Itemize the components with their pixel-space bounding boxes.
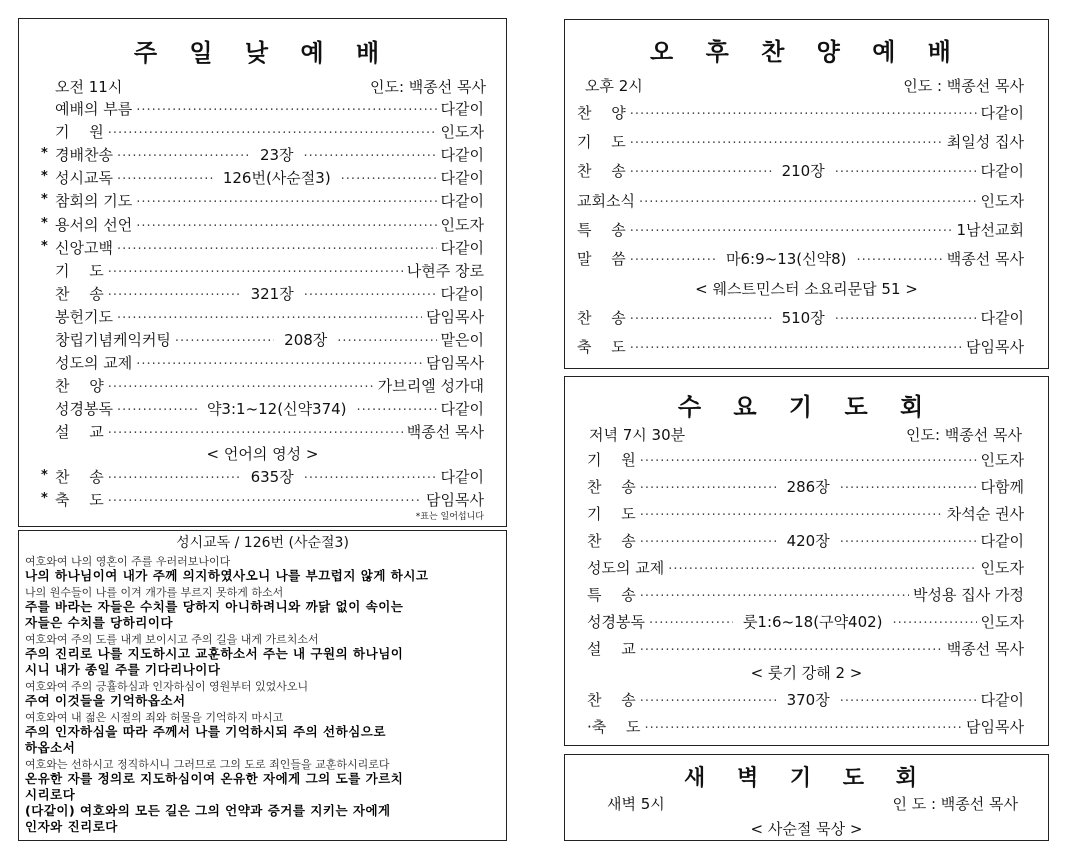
sunday-leader: 인도: 백종선 목사 bbox=[369, 78, 486, 96]
leader-dots bbox=[175, 334, 274, 349]
sunday-time-row bbox=[55, 76, 486, 97]
order-item-person: 다같이 bbox=[440, 238, 484, 257]
reading-people-line: (다같이) 여호와의 모든 길은 그의 언약과 증거를 지키는 자에게 bbox=[25, 803, 391, 818]
order-item bbox=[587, 449, 1024, 470]
reading-leader-line: 여호와여 나의 영혼이 주를 우러러보나이다 bbox=[25, 555, 231, 568]
leader-dots bbox=[630, 341, 962, 356]
leader-dots bbox=[840, 535, 977, 550]
leader-dots bbox=[640, 535, 777, 550]
wednesday-time: 저녁 7시 30분 bbox=[589, 426, 686, 444]
afternoon-service-box bbox=[564, 19, 1049, 369]
reading-people-line: 나의 하나님이여 내가 주께 의지하였사오니 나를 부끄럽지 않게 하시고 bbox=[25, 568, 429, 583]
order-item-label: 찬 송 bbox=[587, 532, 636, 550]
leader-dots bbox=[630, 165, 772, 180]
standing-marker: * bbox=[41, 169, 48, 185]
standing-marker: * bbox=[41, 192, 48, 208]
order-item-label: 찬 송 bbox=[577, 162, 626, 181]
order-item-label: 경배찬송 bbox=[55, 146, 113, 165]
leader-dots bbox=[337, 334, 436, 349]
order-item bbox=[55, 421, 484, 442]
order-item bbox=[55, 283, 484, 304]
order-item bbox=[55, 260, 484, 281]
leader-dots bbox=[136, 357, 422, 372]
leader-dots bbox=[668, 562, 976, 577]
leader-dots bbox=[630, 107, 977, 122]
leader-dots bbox=[640, 481, 777, 496]
order-item-person: 백종선 목사 bbox=[946, 640, 1024, 658]
order-item bbox=[577, 160, 1024, 181]
leader-dots bbox=[117, 403, 197, 418]
leader-dots bbox=[840, 694, 977, 709]
afternoon-leader: 인도 : 백종선 목사 bbox=[903, 77, 1024, 95]
leader-dots bbox=[639, 195, 977, 210]
leader-dots bbox=[304, 288, 437, 303]
sunday-service-title: 주 일 낮 예 배 bbox=[133, 39, 392, 67]
order-item-label: 찬 송 bbox=[587, 691, 636, 709]
order-item-label: 교회소식 bbox=[577, 191, 635, 210]
order-item-person: 담임목사 bbox=[426, 354, 484, 373]
leader-dots bbox=[357, 403, 437, 418]
order-item-person: 담임목사 bbox=[426, 491, 484, 509]
order-item bbox=[55, 352, 484, 373]
order-item-person: 인도자 bbox=[980, 191, 1024, 210]
order-item-person: 다같이 bbox=[440, 146, 484, 165]
order-item-detail: 208장 bbox=[284, 331, 328, 349]
order-item-label: 특 송 bbox=[587, 586, 636, 604]
order-item-detail: 210장 bbox=[781, 162, 825, 181]
leader-dots bbox=[108, 126, 437, 141]
standing-marker: * bbox=[41, 215, 48, 231]
leader-dots bbox=[108, 288, 241, 303]
reading-people-line: 온유한 자를 정의로 지도하심이여 온유한 자에게 그의 도를 가르치 bbox=[25, 771, 404, 786]
wednesday-prayer-title: 수 요 기 도 회 bbox=[677, 393, 936, 421]
order-item bbox=[55, 237, 484, 258]
order-item-person: 나현주 장로 bbox=[406, 261, 484, 280]
order-item-label: 기 원 bbox=[587, 451, 636, 469]
order-item-label: 성경봉독 bbox=[587, 613, 645, 631]
order-item-label: 봉헌기도 bbox=[55, 307, 113, 326]
reading-people-line: 주의 인자하심을 따라 주께서 나를 기억하시되 주의 선하심으로 bbox=[25, 724, 386, 739]
order-item bbox=[577, 219, 1024, 240]
leader-dots bbox=[630, 253, 716, 268]
order-item-label: 신앙고백 bbox=[55, 238, 113, 257]
order-item bbox=[55, 190, 484, 211]
order-item-label: 말 씀 bbox=[577, 250, 626, 268]
leader-dots bbox=[649, 616, 733, 631]
order-item-detail: 370장 bbox=[786, 691, 830, 709]
sunday-time: 오전 11시 bbox=[55, 78, 123, 96]
order-item-person: 백종선 목사 bbox=[946, 250, 1024, 268]
dawn-prayer-title: 새 벽 기 도 회 bbox=[684, 766, 929, 791]
order-item-person: 1남선교회 bbox=[956, 220, 1024, 239]
order-item-label: 기 도 bbox=[55, 261, 104, 280]
leader-dots bbox=[640, 643, 943, 658]
standing-marker: * bbox=[41, 238, 48, 254]
reading-leader-line: 여호와여 주의 긍휼하심과 인자하심이 영원부터 있었사오니 bbox=[25, 680, 309, 693]
order-item-label: 성도의 교제 bbox=[55, 354, 133, 373]
standing-marker: * bbox=[41, 468, 48, 483]
order-item-label: 찬 양 bbox=[55, 377, 104, 396]
standing-note: *표는 일어섭니다 bbox=[415, 512, 484, 522]
order-item-detail: 약3:1~12(신약374) bbox=[206, 400, 347, 419]
sunday-service-box bbox=[18, 18, 507, 527]
order-item-person: 다같이 bbox=[980, 691, 1024, 709]
order-item-person: 담임목사 bbox=[966, 338, 1024, 356]
leader-dots bbox=[630, 312, 772, 327]
leader-dots bbox=[640, 589, 909, 604]
order-item bbox=[587, 689, 1024, 710]
responsive-reading-title: 성시교독 / 126번 (사순절3) bbox=[176, 535, 349, 551]
leader-dots bbox=[108, 265, 403, 280]
reading-leader-line: 여호와는 선하시고 정직하시니 그러므로 그의 도로 죄인들을 교훈하시리로다 bbox=[25, 758, 390, 771]
leader-dots bbox=[108, 426, 403, 441]
responsive-reading-box bbox=[18, 530, 507, 841]
order-item-person: 담임목사 bbox=[426, 307, 484, 326]
order-item-person: 차석순 권사 bbox=[946, 505, 1024, 523]
leader-dots bbox=[117, 242, 437, 257]
wednesday-sermon-title: < 룻기 강해 2 > bbox=[750, 664, 863, 682]
leader-dots bbox=[640, 508, 943, 523]
order-item-person: 다같이 bbox=[980, 309, 1024, 327]
order-item-detail: 마6:9~13(신약8) bbox=[726, 250, 847, 268]
reading-leader-line: 여호와여 내 젊은 시절의 죄와 허물을 기억하지 마시고 bbox=[25, 711, 284, 724]
order-item bbox=[55, 144, 484, 165]
order-item-detail: 635장 bbox=[250, 468, 294, 486]
sunday-sermon-title: < 언어의 영성 > bbox=[206, 445, 319, 463]
order-item bbox=[587, 611, 1024, 632]
leader-dots bbox=[304, 149, 437, 164]
order-item-person: 다같이 bbox=[440, 400, 484, 419]
reading-people-line: 시니 내가 종일 주를 기다리나이다 bbox=[25, 662, 221, 677]
order-item-person: 박성용 집사 가정 bbox=[913, 586, 1024, 604]
order-item-label: ·축 도 bbox=[587, 718, 641, 736]
leader-dots bbox=[136, 195, 436, 210]
reading-people-line: 주의 진리로 나를 지도하시고 교훈하소서 주는 내 구원의 하나님이 bbox=[25, 646, 404, 661]
leader-dots bbox=[304, 471, 437, 486]
order-item-label: 특 송 bbox=[577, 220, 626, 239]
afternoon-time: 오후 2시 bbox=[585, 77, 643, 95]
leader-dots bbox=[893, 616, 977, 631]
reading-leader-line: 나의 원수들이 나를 이겨 개가를 부르지 못하게 하소서 bbox=[25, 586, 284, 599]
reading-people-line: 시리로다 bbox=[25, 787, 76, 802]
order-item bbox=[587, 584, 1024, 605]
order-item-person: 다같이 bbox=[440, 468, 484, 486]
order-item-person: 인도자 bbox=[980, 451, 1024, 469]
order-item bbox=[55, 489, 484, 510]
order-item-person: 다같이 bbox=[980, 162, 1024, 181]
order-item-person: 다같이 bbox=[440, 169, 485, 188]
order-item bbox=[55, 375, 484, 396]
order-item-detail: 126번(사순절3) bbox=[222, 169, 331, 188]
order-item-label: 찬 양 bbox=[577, 104, 626, 122]
leader-dots bbox=[835, 312, 977, 327]
order-item-label: 찬 송 bbox=[55, 284, 104, 303]
order-item-label: 기 도 bbox=[587, 505, 636, 523]
leader-dots bbox=[640, 454, 977, 469]
order-item-person: 다같이 bbox=[980, 532, 1024, 550]
order-item-label: 창립기념케익커팅 bbox=[55, 331, 171, 349]
order-item bbox=[55, 329, 484, 350]
dawn-leader: 인 도 : 백종선 목사 bbox=[892, 795, 1018, 813]
order-item-person: 담임목사 bbox=[966, 718, 1024, 736]
catechism-title: < 웨스트민스터 소요리문답 51 > bbox=[695, 280, 918, 298]
dawn-time: 새벽 5시 bbox=[607, 795, 665, 813]
order-item-label: 찬 송 bbox=[577, 309, 626, 327]
reading-leader-line: 여호와여 주의 도를 내게 보이시고 주의 길을 내게 가르치소서 bbox=[25, 633, 319, 646]
leader-dots bbox=[117, 149, 250, 164]
leader-dots bbox=[117, 311, 422, 326]
leader-dots bbox=[840, 481, 977, 496]
order-item bbox=[577, 248, 1024, 269]
order-item-person: 인도자 bbox=[440, 215, 484, 234]
afternoon-service-title: 오 후 찬 양 예 배 bbox=[650, 38, 963, 66]
leader-dots bbox=[108, 380, 374, 395]
order-item bbox=[587, 476, 1024, 497]
order-item bbox=[577, 131, 1024, 152]
leader-dots bbox=[835, 165, 977, 180]
order-item-person: 인도자 bbox=[440, 123, 484, 142]
order-item-detail: 룻1:6~18(구약402) bbox=[742, 613, 883, 631]
order-item-person: 최일성 집사 bbox=[946, 133, 1024, 152]
order-item-person: 맡은이 bbox=[440, 331, 484, 349]
reading-people-line: 하옵소서 bbox=[25, 740, 76, 755]
order-item-label: 찬 송 bbox=[55, 468, 104, 486]
order-item bbox=[55, 398, 484, 419]
order-item bbox=[55, 466, 484, 487]
leader-dots bbox=[117, 172, 213, 187]
order-item-label: 성도의 교제 bbox=[587, 559, 665, 577]
order-item-person: 백종선 목사 bbox=[406, 423, 484, 442]
order-item-detail: 510장 bbox=[781, 309, 825, 327]
leader-dots bbox=[136, 103, 436, 118]
wednesday-leader: 인도: 백종선 목사 bbox=[905, 426, 1022, 444]
afternoon-time-row bbox=[585, 75, 1024, 96]
leader-dots bbox=[857, 253, 943, 268]
order-item bbox=[55, 121, 484, 142]
order-item-label: 축 도 bbox=[55, 491, 104, 509]
reading-people-line: 주를 바라는 자들은 수치를 당하지 아니하려니와 까닭 없이 속이는 bbox=[25, 599, 404, 614]
leader-dots bbox=[645, 721, 963, 736]
order-item-detail: 321장 bbox=[250, 284, 294, 303]
order-item bbox=[55, 306, 484, 327]
order-item bbox=[587, 530, 1024, 551]
standing-marker: * bbox=[41, 146, 48, 162]
order-item bbox=[587, 557, 1024, 578]
order-item-person: 가브리엘 성가대 bbox=[377, 377, 484, 396]
leader-dots bbox=[630, 136, 943, 151]
order-item-label: 성시교독 bbox=[55, 169, 113, 188]
order-item bbox=[587, 503, 1024, 524]
order-item bbox=[587, 638, 1024, 659]
order-item-label: 성경봉독 bbox=[55, 400, 113, 419]
reading-people-line: 인자와 진리로다 bbox=[25, 819, 118, 834]
order-item-label: 찬 송 bbox=[587, 478, 636, 496]
leader-dots bbox=[640, 694, 777, 709]
order-item-label: 기 도 bbox=[577, 133, 626, 152]
order-item bbox=[577, 336, 1024, 357]
order-item-label: 축 도 bbox=[577, 338, 626, 356]
order-item-label: 예배의 부름 bbox=[55, 100, 133, 118]
order-item-detail: 286장 bbox=[786, 478, 830, 496]
order-item-label: 설 교 bbox=[587, 640, 636, 658]
order-item bbox=[55, 214, 484, 235]
order-item-label: 기 원 bbox=[55, 123, 104, 142]
order-item-detail: 420장 bbox=[786, 532, 830, 550]
order-item-person: 다같이 bbox=[440, 192, 484, 211]
leader-dots bbox=[108, 471, 241, 486]
wednesday-time-row bbox=[589, 424, 1022, 445]
order-item-detail: 23장 bbox=[259, 146, 294, 165]
order-item-person: 다함께 bbox=[980, 478, 1024, 496]
leader-dots bbox=[108, 494, 422, 509]
order-item-person: 인도자 bbox=[980, 559, 1024, 577]
dawn-prayer-box bbox=[564, 754, 1049, 841]
order-item-label: 참회의 기도 bbox=[55, 192, 133, 211]
standing-marker: * bbox=[41, 491, 48, 506]
order-item bbox=[577, 307, 1024, 328]
order-item-person: 다같이 bbox=[440, 284, 484, 303]
order-item bbox=[577, 190, 1024, 211]
order-item-person: 다같이 bbox=[440, 100, 484, 118]
order-item-label: 설 교 bbox=[55, 423, 104, 442]
order-item bbox=[55, 167, 484, 188]
reading-people-line: 주여 이것들을 기억하옵소서 bbox=[25, 693, 186, 708]
leader-dots bbox=[630, 224, 953, 239]
order-item-label: 용서의 선언 bbox=[55, 215, 133, 234]
order-item bbox=[577, 102, 1024, 123]
leader-dots bbox=[341, 172, 437, 187]
order-item bbox=[587, 716, 1024, 737]
order-item bbox=[55, 98, 484, 119]
wednesday-prayer-box bbox=[564, 376, 1049, 746]
leader-dots bbox=[136, 219, 436, 234]
order-item-person: 인도자 bbox=[980, 613, 1024, 631]
dawn-subtitle: < 사순절 묵상 > bbox=[750, 820, 863, 838]
reading-people-line: 자들은 수치를 당하리이다 bbox=[25, 615, 174, 630]
order-item-person: 다같이 bbox=[980, 104, 1024, 122]
